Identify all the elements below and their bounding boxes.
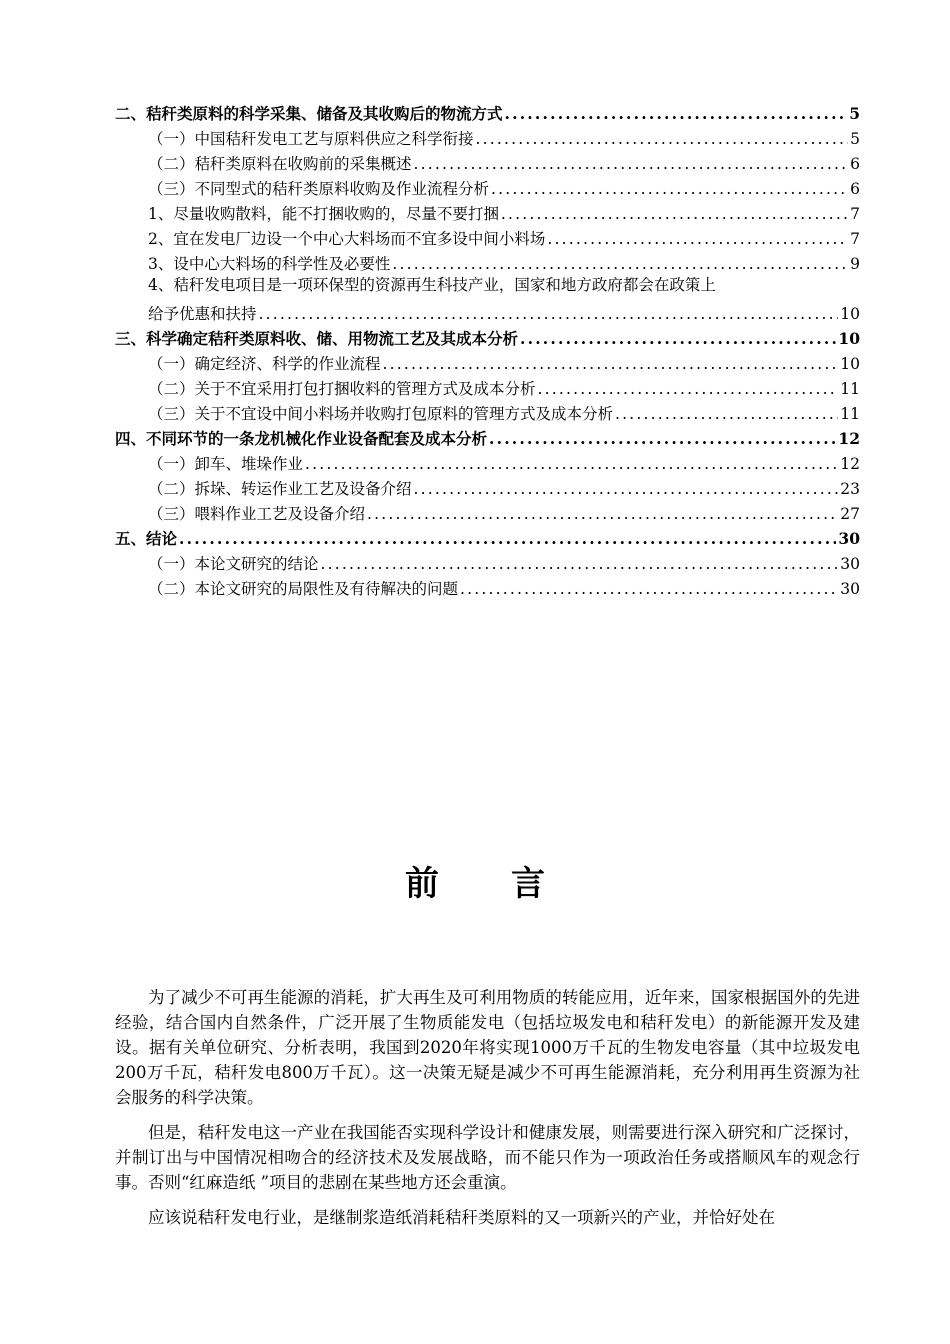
toc-leader-dots [383,354,839,374]
toc-entry-title: （三）不同型式的秸秆类原料收购及作业流程分析 [148,180,490,198]
toc-leader-dots [547,229,848,249]
toc-entry-title: 二、秸秆类原料的科学采集、储备及其收购后的物流方式 [115,104,503,123]
toc-entry-title: （二）本论文研究的局限性及有待解决的问题 [148,580,459,598]
toc-entry-page: 10 [838,329,860,348]
toc-leader-dots [460,579,838,599]
toc-entry[interactable] [148,300,860,324]
toc-entry[interactable] [148,450,860,474]
toc-leader-dots [501,204,848,224]
toc-entry[interactable] [115,525,860,549]
toc-leader-dots [476,129,849,149]
toc-entry[interactable] [148,475,860,499]
toc-entry-page: 6 [850,180,860,198]
toc-leader-dots [505,104,848,124]
toc-leader-dots [414,479,839,499]
toc-entry[interactable] [148,250,860,274]
toc-entry[interactable] [148,125,860,149]
toc-entry-title: （三）关于不宜设中间小料场并收购打包原料的管理方式及成本分析 [148,405,614,423]
toc-entry-title: （一）确定经济、科学的作业流程 [148,355,381,373]
toc-entry-page: 23 [840,480,860,498]
toc-leader-dots [414,154,849,174]
toc-entry[interactable] [115,425,860,449]
toc-entry-title-line1: 4、秸秆发电项目是一项环保型的资源再生科技产业，国家和地方政府都会在政策上 [148,276,716,294]
toc-entry-page: 10 [840,355,860,373]
toc-entry-title: 四、不同环节的一条龙机械化作业设备配套及成本分析 [115,429,488,448]
toc-entry-page: 9 [850,255,860,273]
toc-leader-dots [179,529,836,549]
toc-entry-page: 5 [850,130,860,148]
toc-entry-title: （二）拆垛、转运作业工艺及设备介绍 [148,480,412,498]
toc-entry[interactable] [148,375,860,399]
toc-leader-dots [489,429,836,449]
toc-entry-page: 7 [850,230,860,248]
toc-entry[interactable] [115,100,860,124]
preface-paragraph: 但是，秸秆发电这一产业在我国能否实现科学设计和健康发展，则需要进行深入研究和广泛探讨，并制订出与中国情况相吻合的经济技术及发展战略，而不能只作为一项政治任务或搭顺风车的观念行事。否则“红麻造纸 ”项目的悲剧在某些地方还会重演。 [115,1123,860,1192]
toc-entry[interactable] [148,500,860,524]
toc-leader-dots [615,404,838,424]
toc-entry-title: （二）秸秆类原料在收购前的采集概述 [148,155,412,173]
toc-entry-title: 3、设中心大料场的科学性及必要性 [148,255,391,273]
toc-entry-page: 12 [838,429,860,448]
toc-entry-page: 30 [840,580,860,598]
toc-entry-title: 1、尽量收购散料，能不打捆收购的，尽量不要打捆 [148,205,499,223]
toc-entry-page: 30 [840,555,860,573]
toc-entry-title: （一）本论文研究的结论 [148,555,319,573]
toc-entry-title: （二）关于不宜采用打包打捆收料的管理方式及成本分析 [148,380,536,398]
toc-entry-page: 7 [850,205,860,223]
toc-entry-page: 30 [838,529,860,548]
toc-leader-dots [305,454,838,474]
preface-title: 前言 [405,864,617,904]
preface-body [115,985,860,1230]
preface-paragraph: 为了减少不可再生能源的消耗，扩大再生及可利用物质的转能应用，近年来，国家根据国外的先进经验，结合国内自然条件，广泛开展了生物质能发电（包括垃圾发电和秸秆发电）的新能源开发及建设。据有关单位研究、分析表明，我国到2020年将实现1000万千瓦的生物发电容量（其中垃圾发电200万千瓦，秸秆发电800万千瓦）。这一决策无疑是减少不可再生能源消耗，充分利用再生资源为社会服务的科学决策。 [115,988,860,1107]
toc-entry-page: 12 [840,455,860,473]
toc-entry-page: 27 [840,505,860,523]
toc-entry[interactable] [148,200,860,224]
toc-entry-title: 五、结论 [115,529,178,548]
toc-entry-title: 三、科学确定秸秆类原料收、储、用物流工艺及其成本分析 [115,329,519,348]
toc-entry[interactable] [148,150,860,174]
toc-leader-dots [321,554,839,574]
toc-leader-dots [259,304,839,324]
toc-entry[interactable] [148,350,860,374]
toc-entry[interactable] [115,325,860,349]
toc-entry-page: 11 [840,405,860,423]
toc-leader-dots [367,504,838,524]
toc-entry-page: 5 [849,104,860,123]
toc-entry[interactable] [148,550,860,574]
preface-paragraph: 应该说秸秆发电行业，是继制浆造纸消耗秸秆类原料的又一项新兴的产业，并恰好处在 [148,1208,775,1227]
toc-entry-title: （一）中国秸秆发电工艺与原料供应之科学衔接 [148,130,474,148]
toc-entry-title: 给予优惠和扶持 [148,305,257,323]
toc-entry-page: 11 [840,380,860,398]
toc-entry[interactable] [148,175,860,199]
toc-entry[interactable] [148,225,860,249]
toc-entry-title: （一）卸车、堆垛作业 [148,455,304,473]
toc-leader-dots [538,379,839,399]
toc-leader-dots [491,179,848,199]
toc-entry-page: 6 [850,155,860,173]
toc-entry[interactable] [148,400,860,424]
toc-entry-title: （三）喂料作业工艺及设备介绍 [148,505,366,523]
toc-leader-dots [520,329,836,349]
toc-entry-page: 10 [840,305,860,323]
toc-entry[interactable] [148,575,860,599]
toc-entry-title: 2、宜在发电厂边设一个中心大料场而不宜多设中间小料场 [148,230,546,248]
toc-leader-dots [392,254,848,274]
